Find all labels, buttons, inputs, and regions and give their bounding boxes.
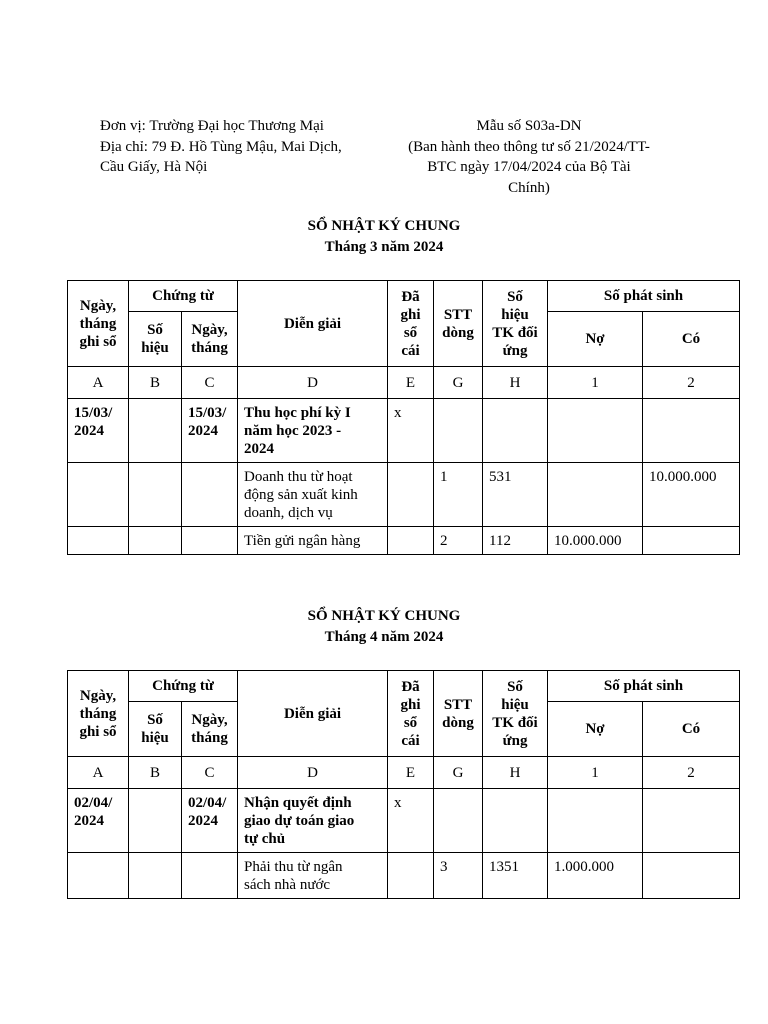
credit: [643, 527, 740, 555]
unit-info: [100, 116, 385, 178]
debit: 10.000.000: [548, 527, 643, 555]
credit: [643, 399, 740, 463]
table-row: [68, 853, 740, 899]
letter-cell: D: [238, 367, 388, 399]
col-description: Diễn giải: [238, 671, 388, 757]
voucher-no: [129, 789, 182, 853]
col-voucher-date: Ngày, tháng: [182, 312, 238, 367]
voucher-no: [129, 463, 182, 527]
credit: [643, 853, 740, 899]
letter-cell: E: [388, 757, 434, 789]
letter-cell: A: [68, 757, 129, 789]
col-debit: Nợ: [548, 312, 643, 367]
col-description: Diễn giải: [238, 281, 388, 367]
table-row: [68, 463, 740, 527]
voucher-date: 02/04/ 2024: [182, 789, 238, 853]
row-no: [434, 399, 483, 463]
col-credit: Có: [643, 312, 740, 367]
entry-date: 02/04/ 2024: [68, 789, 129, 853]
col-date: Ngày, tháng ghi sổ: [68, 281, 129, 367]
column-letter-row: [68, 757, 740, 789]
letter-cell: C: [182, 367, 238, 399]
col-credit: Có: [643, 702, 740, 757]
credit: [643, 789, 740, 853]
debit: [548, 399, 643, 463]
account: 1351: [483, 853, 548, 899]
header-row: [68, 281, 740, 312]
letter-cell: H: [483, 757, 548, 789]
voucher-date: 15/03/ 2024: [182, 399, 238, 463]
voucher-no: [129, 853, 182, 899]
col-account: Số hiệu TK đối ứng: [483, 671, 548, 757]
journal-table-april: [67, 670, 740, 899]
letter-cell: 2: [643, 367, 740, 399]
debit: [548, 463, 643, 527]
ledger-mark: [388, 463, 434, 527]
description: Nhận quyết định giao dự toán giao tự chủ: [238, 789, 388, 853]
description: Thu học phí kỳ I năm học 2023 - 2024: [238, 399, 388, 463]
form-note-line2: BTC ngày 17/04/2024 của Bộ Tài: [427, 159, 631, 175]
col-voucher-no: Số hiệu: [129, 702, 182, 757]
letter-cell: G: [434, 367, 483, 399]
entry-date: [68, 527, 129, 555]
account: [483, 789, 548, 853]
entry-date: [68, 463, 129, 527]
form-info: [386, 116, 672, 198]
letter-cell: G: [434, 757, 483, 789]
letter-cell: A: [68, 367, 129, 399]
col-voucher-date: Ngày, tháng: [182, 702, 238, 757]
letter-cell: 1: [548, 367, 643, 399]
unit-address-line1: Địa chỉ: 79 Đ. Hồ Tùng Mậu, Mai Dịch,: [100, 138, 342, 155]
account: 531: [483, 463, 548, 527]
letter-cell: H: [483, 367, 548, 399]
col-ledger-posted: Đã ghi sổ cái: [388, 281, 434, 367]
col-row-no: STT dòng: [434, 281, 483, 367]
col-voucher: Chứng từ: [129, 671, 238, 702]
col-voucher: Chứng từ: [129, 281, 238, 312]
credit: 10.000.000: [643, 463, 740, 527]
col-ledger-posted: Đã ghi sổ cái: [388, 671, 434, 757]
form-number: Mẫu số S03a-DN: [476, 118, 582, 134]
row-no: 1: [434, 463, 483, 527]
col-amount: Số phát sinh: [548, 671, 740, 702]
letter-cell: E: [388, 367, 434, 399]
col-debit: Nợ: [548, 702, 643, 757]
journal-title-april: [0, 606, 768, 648]
journal-table-march: [67, 280, 740, 555]
letter-cell: 2: [643, 757, 740, 789]
description: Doanh thu từ hoạt động sản xuất kinh doanh, dịch vụ: [238, 463, 388, 527]
table-row: [68, 399, 740, 463]
letter-cell: D: [238, 757, 388, 789]
journal-title: SỔ NHẬT KÝ CHUNG: [307, 608, 461, 624]
letter-cell: 1: [548, 757, 643, 789]
col-amount: Số phát sinh: [548, 281, 740, 312]
voucher-no: [129, 399, 182, 463]
unit-address-line2: Cầu Giấy, Hà Nội: [100, 159, 208, 175]
table-row: [68, 527, 740, 555]
col-account: Số hiệu TK đối ứng: [483, 281, 548, 367]
ledger-mark: [388, 527, 434, 555]
description: Tiền gửi ngân hàng: [238, 527, 388, 555]
debit: [548, 789, 643, 853]
account: [483, 399, 548, 463]
journal-period: Tháng 3 năm 2024: [324, 239, 444, 255]
col-row-no: STT dòng: [434, 671, 483, 757]
unit-name: Đơn vị: Trường Đại học Thương Mại: [100, 118, 324, 134]
voucher-date: [182, 463, 238, 527]
row-no: 3: [434, 853, 483, 899]
ledger-mark: x: [388, 399, 434, 463]
form-note-line1: (Ban hành theo thông tư số 21/2024/TT-: [408, 138, 650, 155]
table-row: [68, 789, 740, 853]
letter-cell: C: [182, 757, 238, 789]
account: 112: [483, 527, 548, 555]
journal-title: SỔ NHẬT KÝ CHUNG: [307, 218, 461, 234]
voucher-no: [129, 527, 182, 555]
journal-title-march: [0, 216, 768, 258]
row-no: 2: [434, 527, 483, 555]
col-voucher-no: Số hiệu: [129, 312, 182, 367]
voucher-date: [182, 527, 238, 555]
debit: 1.000.000: [548, 853, 643, 899]
col-date: Ngày, tháng ghi sổ: [68, 671, 129, 757]
voucher-date: [182, 853, 238, 899]
header-row: [68, 671, 740, 702]
letter-cell: B: [129, 757, 182, 789]
ledger-mark: [388, 853, 434, 899]
ledger-mark: x: [388, 789, 434, 853]
entry-date: [68, 853, 129, 899]
description: Phải thu từ ngân sách nhà nước: [238, 853, 388, 899]
letter-cell: B: [129, 367, 182, 399]
row-no: [434, 789, 483, 853]
journal-period: Tháng 4 năm 2024: [324, 629, 444, 645]
entry-date: 15/03/ 2024: [68, 399, 129, 463]
form-note-line3: Chính): [508, 179, 550, 196]
column-letter-row: [68, 367, 740, 399]
